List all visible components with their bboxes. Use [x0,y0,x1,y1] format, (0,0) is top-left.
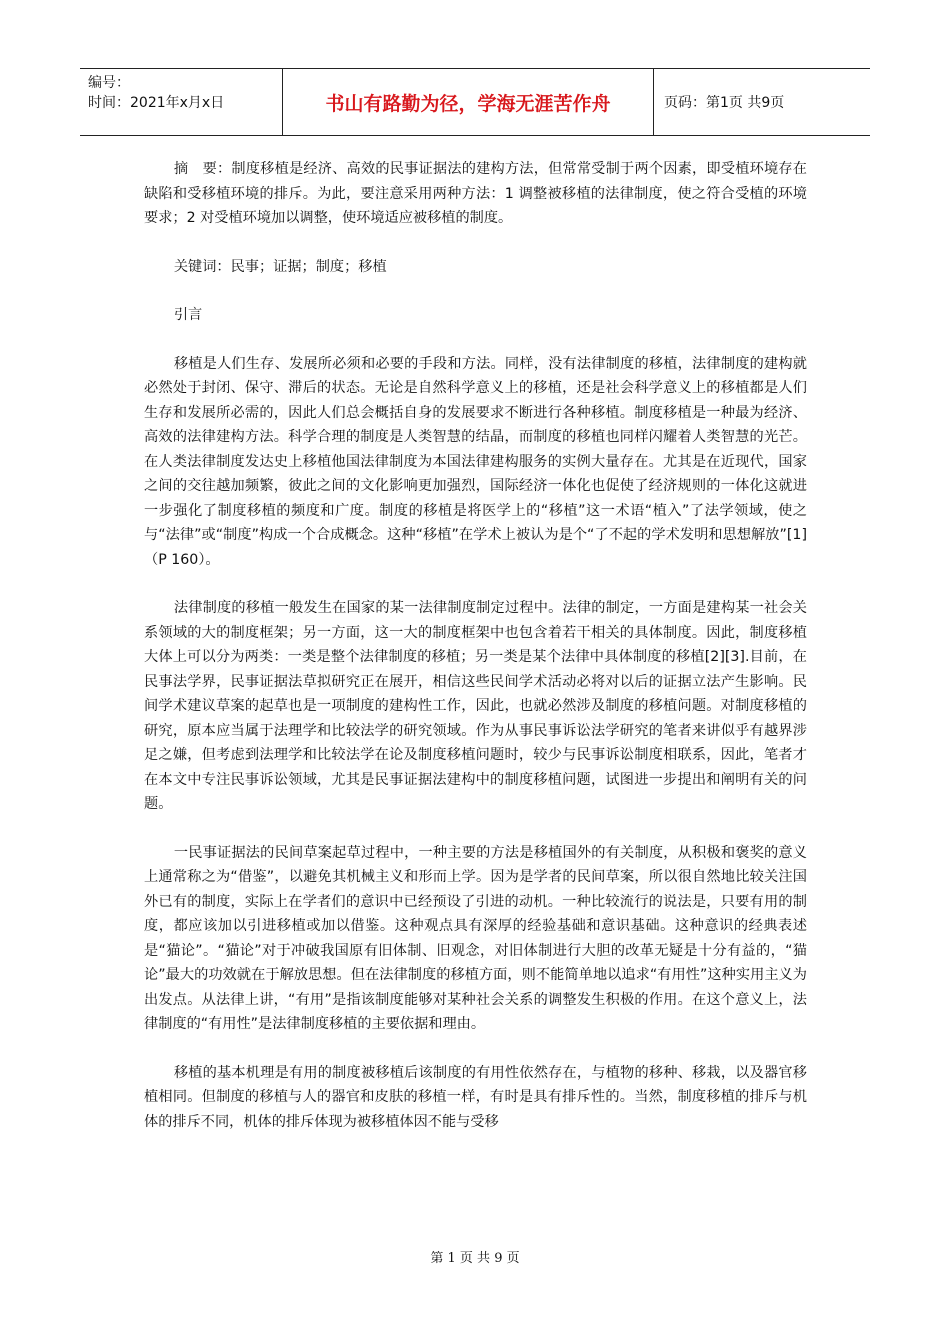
header-motto: 书山有路勤为径，学海无涯苦作舟 [283,69,654,135]
header-meta [80,69,283,135]
page-footer: 第 1 页 共 9 页 [430,1251,520,1266]
document-time-label: 时间：2021年x月x日 [88,95,225,111]
body-paragraph-3: 一民事证据法的民间草案起草过程中，一种主要的方法是移植国外的有关制度，从积极和褒奖的意义上通常称之为“借鉴”，以避免其机械主义和形而上学。因为是学者的民间草案，所以很自然地比较关注国外已有的制度，实际上在学者们的意识中已经预设了引进的动机。一种比较流行的说法是，只要有用的制度，都应该加以引进移植或加以借鉴。这种观点具有深厚的经验基础和意识基础。这种意识的经典表述是“猫论”。“猫论”对于冲破我国原有旧体制、旧观念，对旧体制进行大胆的改革无疑是十分有益的，“猫论”最大的功效就在于解放思想。但在法律制度的移植方面，则不能简单地以追求“有用性”这种实用主义为出发点。从法律上讲，“有用”是指该制度能够对某种社会关系的调整发生积极的作用。在这个意义上，法律制度的“有用性”是法律制度移植的主要依据和理由。 [144,844,807,1032]
header-page-info: 页码：第1页 共9页 [664,95,785,111]
abstract-paragraph: 摘 要：制度移植是经济、高效的民事证据法的建构方法，但常常受制于两个因素，即受植环境存在缺陷和受移植环境的排斥。为此，要注意采用两种方法：1 调整被移植的法律制度，使之符合受植的环境要求；2 对受植环境加以调整，使环境适应被移植的制度。 [144,161,807,226]
document-body [144,157,807,1134]
body-paragraph-1: 移植是人们生存、发展所必须和必要的手段和方法。同样，没有法律制度的移植，法律制度的建构就必然处于封闭、保守、滞后的状态。无论是自然科学意义上的移植，还是社会科学意义上的移植都是人们生存和发展所必需的，因此人们总会概括自身的发展要求不断进行各种移植。制度移植是一种最为经济、高效的法律建构方法。科学合理的制度是人类智慧的结晶，而制度的移植也同样闪耀着人类智慧的光芒。在人类法律制度发达史上移植他国法律制度为本国法律建构服务的实例大量存在。尤其是在近现代，国家之间的交往越加频繁，彼此之间的文化影响更加强烈，国际经济一体化也促使了经济规则的一体化这就进一步强化了制度移植的频度和广度。制度的移植是将医学上的“移植”这一术语“植入”了法学领域，使之与“法律”或“制度”构成一个合成概念。这种“移植”在学术上被认为是个“了不起的学术发明和思想解放”[1]（P 160）。 [144,355,807,568]
body-paragraph-2: 法律制度的移植一般发生在国家的某一法律制度制定过程中。法律的制定，一方面是建构某一社会关系领域的大的制度框架；另一方面，这一大的制度框架中也包含着若干相关的具体制度。因此，制度移植大体上可以分为两类：一类是整个法律制度的移植；另一类是某个法律中具体制度的移植[2][3].目前，在民事法学界，民事证据法草拟研究正在展开，相信这些民间学术活动必将对以后的证据立法产生影响。民间学术建议草案的起草也是一项制度的建构性工作，因此，也就必然涉及制度的移植问题。对制度移植的研究，原本应当属于法理学和比较法学的研究领域。作为从事民事诉讼法学研究的笔者来讲似乎有越界涉足之嫌，但考虑到法理学和比较法学在论及制度移植问题时，较少与民事诉讼制度相联系，因此，笔者才在本文中专注民事诉讼领域，尤其是民事证据法建构中的制度移植问题，试图进一步提出和阐明有关的问题。 [144,600,807,812]
page-header [80,68,870,136]
keywords-line: 关键词：民事；证据；制度；移植 [173,258,387,275]
intro-heading: 引言 [173,307,203,323]
body-paragraph-4: 移植的基本机理是有用的制度被移植后该制度的有用性依然存在，与植物的移种、移栽，以及器官移植相同。但制度的移植与人的器官和皮肤的移植一样，有时是具有排斥性的。当然，制度移植的排斥与机体的排斥不同，机体的排斥体现为被移植体因不能与受移 [144,1064,807,1130]
document-number-label: 编号： [88,75,130,91]
